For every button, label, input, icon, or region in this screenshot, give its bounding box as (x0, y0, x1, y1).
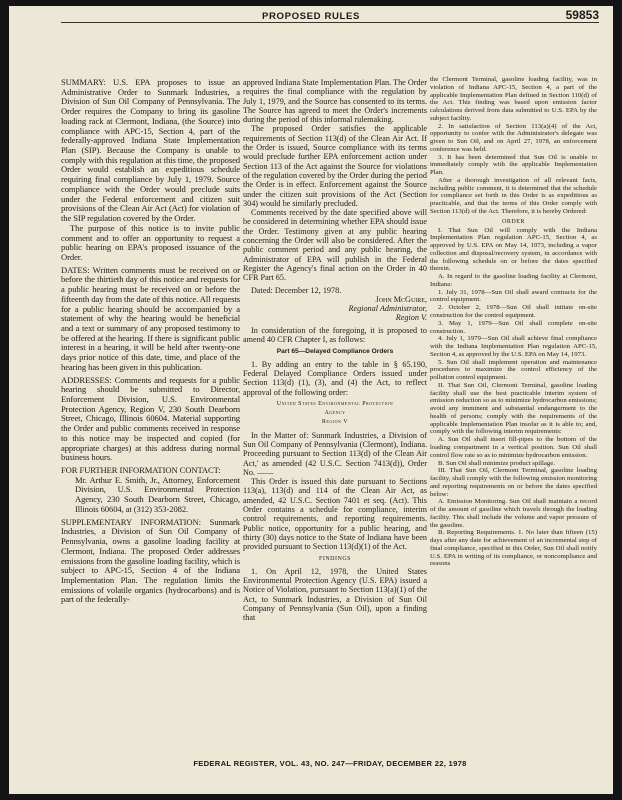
order-item: 5. Sun Oil shall implement operation and maintenance procedures to maximize the control efficiency of the pollution control equipment. (430, 358, 597, 382)
order-item: B. Sun Oil shall minimize product spillage. (438, 459, 555, 467)
region-heading: Region V (321, 419, 349, 426)
order-item: II. That Sun Oil, Clermont Terminal, gasoline loading facility shall use the best practicable interim system of emission reduction so as to minimize hydrocarbon emissions; avoid any imminent and substantial endangerment to the health of persons; comply with the requirements of the applicable Implementation Plan insofar as it is able to; and, comply with the following interim requirements: (430, 381, 597, 436)
col2-paragraph-4: In consideration of the foregoing, it is proposed to amend 40 CFR Chapter I, as follows: (243, 325, 427, 345)
col2-paragraph-5: 1. By adding an entry to the table in § 65.190, Federal Delayed Compliance Orders issued under Section 113(d) (1), (3), and (4) the Act, to reflect approval of the following order: (243, 359, 427, 397)
order-item: A. Sun Oil shall insert fill-pipes to the bottom of the loading compartment in a vertical position. Sun Oil shall control flow rate so as to minimize hydrocarbon emission. (430, 436, 597, 459)
order-item: 3. May 1, 1979—Sun Oil shall complete on-site construction. (430, 319, 597, 335)
col3-paragraph-4: After a thorough investigation of all relevant facts, including public comment, it is determined that the schedule for compliance set forth in this Order is as expeditious as practicable, and that the terms of this Order comply with Section 113(d) of the Act. Therefore, it is hereby Ordered: (430, 176, 597, 216)
running-header: PROPOSED RULES (262, 11, 360, 22)
purpose-paragraph: The purpose of this notice is to invite public comment and to offer an opportunity to request a public hearing on EPA's proposed issuance of the Order. (61, 222, 240, 262)
col2-paragraph-2: The proposed Order satisfies the applicable requirements of Section 113(d) of the Clean Air Act. If the Order is issued, Source compliance with its terms would preclude further EPA enforcement action under Section 113 of the Act against the Source for violations of the regulation covered by the Order during the period the Order is in effect. Enforcement against the Source under the citizen suit provisions of the Act (Section 304) would be similarly precluded. (243, 124, 427, 208)
order-item: B. Reporting Requirements. 1. No later than fifteen (15) days after any date for achievement of an incremental step of final compliance, specified in this Order, Sun Oil shall notify U.S. EPA in writing of its compliance, or noncompliance and reasons (430, 529, 597, 568)
signer-name: John McGuire, (375, 294, 427, 304)
addresses-paragraph: ADDRESSES: Comments and requests for a public hearing should be submitted to Director, Enforcement Division, U.S. Environmental Protection Agency, Region V, 230 South Dearborn Street, Chicago, Illinois 60604. Material supporting the Order and public comments received in response to this notice may be inspected and copied (for appropriate charges) at this address during normal business hours. (61, 374, 240, 463)
column-3 (430, 76, 597, 568)
document-page (9, 6, 613, 794)
order-item: III. That Sun Oil, Clermont Terminal, gasoline loading facility, shall comply with the following emission monitoring and reporting requirements on or before the dates specified below: (430, 467, 597, 498)
dates-paragraph: DATES: Written comments must be received on or before the thirtieth day of this notice and requests for a public hearing must be received on or before the fifteenth day from the date of this notice. All requests for a public hearing should be accompanied by a statement of why the hearing would be beneficial and a text or summary of any proposed testimony to be offered at the hearing. If there is significant public interest in a hearing, it will be held after twenty-one days prior notice of this date, time, and place of the hearing has been given in this publication. (61, 264, 240, 372)
part-heading: Part 65—Delayed Compliance Orders (276, 348, 394, 356)
order-item: 1. July 31, 1978—Sun Oil shall award contracts for the control equipment. (430, 288, 597, 304)
col2-paragraph-6: In the Matter of: Sunmark Industries, a Division of Sun Oil Company of Pennsylvania (Clermont), Indiana. Proceeding pursuant to Section 113(d) of the Clean Air Act,' as amended (42 U.S.C. Section 7413(d)), Order No. —— (243, 430, 427, 477)
signature-block (243, 295, 427, 323)
dated-line: Dated: December 12, 1978. (251, 285, 342, 295)
contact-paragraph: Mr. Arthur E. Smith, Jr., Attorney, Enforcement Division, U.S. Environmental Protection Agency, 230 South Dearborn Street, Chicago, Illinois 60604, at (312) 353-2082. (75, 474, 240, 514)
supplementary-paragraph: SUPPLEMENTARY INFORMATION: Sunmark Industries, a Division of Sun Oil Company of Pennsylvania, owns a gasoline loading facility at Clermont, Indiana. The proposed Order addresses emissions from the gasoline loading facility, which is subject to APC-15, Section 4 of the Indiana Implementation Plan. The regulation limits the emissions of volatile organics (hydrocarbons) and is part of the federally- (61, 516, 240, 605)
col3-paragraph-2: 2. In satisfaction of Section 113(a)(4) of the Act, opportunity to confer with the Administrator's delegate was given to Sun Oil, and on April 27, 1978, an enforcement conference was held. (430, 122, 597, 153)
column-1 (61, 78, 240, 605)
signer-region: Region V. (395, 313, 427, 323)
order-item: 2. October 2, 1978—Sun Oil shall initiate on-site construction for the control equipment. (430, 304, 597, 319)
agency-heading-2: Agency (324, 410, 346, 417)
page-number: 59853 (565, 8, 599, 22)
col2-paragraph-3: Comments received by the date specified above will be considered in determining whether EPA should issue the Order. Testimony given at any public hearing concerning the Order will also be considered. After the public comment period and any public hearing, the Administrator of EPA will publish in the Federal Register the Agency's final action on the Order in 40 CFR Part 65. (243, 208, 427, 283)
col3-paragraph-1: the Clermont Terminal, gasoline loading facility, was in violation of Indiana APC-15, Section 4, a part of the applicable Implementation Plan defined in Section 110(d) of the Act. This finding was based upon emission factor calculations derived from data submitted to U.S. EPA by the subject facility. (430, 76, 597, 122)
order-item: 4. July 1, 1979—Sun Oil shall achieve final compliance with the Indiana Implementation Plan regulation APC-15, Section 4, as approved by the U.S. EPA on May 14, 1973. (430, 335, 597, 358)
order-item: A. In regard to the gasoline loading facility at Clermont, Indiana: (430, 273, 597, 288)
col2-paragraph-8: 1. On April 12, 1978, the United States Environmental Protection Agency (U.S. EPA) issued a Notice of Violation, pursuant to Section 113(a)(1) of the Act, to Sunmark Industries, a Division of Sun Oil Company of Pennsylvania (Sun Oil), upon a finding that (243, 566, 427, 623)
running-footer: FEDERAL REGISTER, VOL. 43, NO. 247—FRIDAY, DECEMBER 22, 1978 (193, 759, 467, 768)
column-2 (243, 78, 427, 623)
contact-heading: FOR FURTHER INFORMATION CONTACT: (61, 465, 221, 476)
order-item: I. That Sun Oil will comply with the Indiana Implementation Plan regulation APC-15, Section 4, as approved by U.S. EPA on May 14, 1973, including a vapor collection and disposal/recovery system, in accordance with the following schedule on or before the dates specified therein. (430, 226, 597, 273)
header-rule (61, 22, 599, 23)
order-item: A. Emission Monitoring. Sun Oil shall maintain a record of the amount of gasoline which travels through the loading facility. This shall include the volume and vapor pressure of the gasoline. (430, 498, 597, 529)
order-heading: ORDER (502, 218, 525, 225)
agency-heading: United States Environmental Protection (276, 400, 394, 407)
col3-paragraph-3: 3. It has been determined that Sun Oil is unable to immediately comply with the applicable Implementation Plan. (430, 153, 597, 177)
summary-paragraph: SUMMARY: U.S. EPA proposes to issue an Administrative Order to Sunmark Industries, a Division of Sun Oil Company of Pennsylvania. The Order requires the Company to bring its gasoline loading rack at Clermont, Indiana, (the Source) into compliance with APC-15, Section 4, part of the federally-approved Indiana State Implementation Plan (SIP). Because the Company is unable to comply with this regulation at this time, the proposed Order would establish an expeditious schedule requiring final compliance by July 1, 1979. Source compliance with the Order would preclude suits under the Federal enforcement and citizen suit provisions of the Clean Air Act (Act) for violation of the SIP regulation covered by the Order. (61, 77, 240, 224)
findings-heading: FINDINGS (318, 555, 351, 562)
col2-paragraph-7: This Order is issued this date pursuant to Sections 113(a), 113(d) and 114 of the Clean Air Act, as amended, 42 U.S.C. Section 7401 et seq. (Act). This Order contains a schedule for compliance, interim control requirements, and reporting requirements. Public notice, opportunity for a public hearing, and thirty (30) days notice to the State of Indiana have been provided pursuant to Section 113(d)(1) of the Act. (243, 477, 427, 552)
col2-paragraph-1: approved Indiana State Implementation Plan. The Order requires the final compliance with the regulation by July 1, 1979, and the Source has consented to its terms. The Source has agreed to meet the Order's increments during the period of this informal rulemaking. (243, 78, 427, 125)
signer-title: Regional Administrator, (348, 304, 427, 314)
